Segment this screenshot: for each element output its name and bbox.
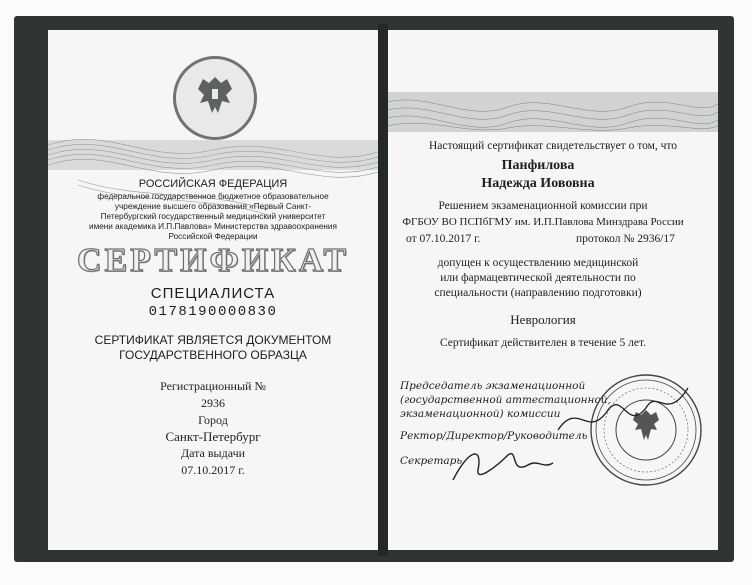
holder-name: Надежда Иововна bbox=[481, 176, 595, 191]
decision-date: от 07.10.2017 г. bbox=[406, 233, 481, 245]
org-line-4: имени академика И.П.Павлова» Министерства здравоохранения bbox=[89, 222, 337, 231]
certificate-number: 0178190000830 bbox=[148, 304, 278, 320]
specialty: Неврология bbox=[510, 312, 576, 327]
admitted-line-2: или фармацевтической деятельности по bbox=[440, 272, 636, 284]
chair-line-1: Председатель экзаменационной bbox=[400, 380, 586, 392]
admitted-line-3: специальности (направлению подготовки) bbox=[434, 287, 642, 299]
reg-label: Регистрационный № bbox=[160, 379, 266, 393]
issuing-org: ФГБОУ ВО ПСПбГМУ им. И.П.Павлова Минздрава России bbox=[402, 216, 684, 228]
org-line-1: федеральное государственное бюджетное образовательное bbox=[97, 192, 329, 201]
decision-text: Решением экзаменационной комиссии при bbox=[438, 200, 648, 212]
city-label: Город bbox=[198, 413, 228, 427]
admitted-line-1: допущен к осуществлению медицинской bbox=[437, 257, 639, 269]
protocol-number: протокол № 2936/17 bbox=[576, 233, 675, 245]
validity-text: Сертификат действителен в течение 5 лет. bbox=[439, 337, 647, 349]
date-value: 07.10.2017 г. bbox=[181, 463, 245, 477]
reg-value: 2936 bbox=[201, 396, 225, 410]
secretary-signature bbox=[448, 435, 558, 495]
cover-spine bbox=[378, 24, 388, 556]
city-value: Санкт-Петербург bbox=[165, 429, 261, 444]
org-line-5: Российской Федерации bbox=[168, 232, 258, 241]
status-line-1: СЕРТИФИКАТ ЯВЛЯЕТСЯ ДОКУМЕНТОМ bbox=[94, 333, 332, 347]
chair-line-3: экзаменационной) комиссии bbox=[400, 408, 561, 420]
eagle-emblem-icon bbox=[176, 59, 254, 137]
date-label: Дата выдачи bbox=[180, 446, 246, 460]
intro-text: Настоящий сертификат свидетельствует о том, что bbox=[428, 140, 678, 152]
emblem-seal bbox=[173, 56, 257, 140]
country-heading: РОССИЙСКАЯ ФЕДЕРАЦИЯ bbox=[138, 178, 288, 190]
chair-signature bbox=[548, 380, 698, 450]
holder-surname: Панфилова bbox=[501, 158, 575, 173]
certificate-subtitle: СПЕЦИАЛИСТА bbox=[150, 285, 276, 302]
guilloche-band bbox=[388, 82, 718, 142]
status-line-2: ГОСУДАРСТВЕННОГО ОБРАЗЦА bbox=[119, 348, 307, 362]
org-line-3: Петербургский государственный медицинский университет bbox=[100, 212, 326, 221]
certificate-title: СЕРТИФИКАТ bbox=[76, 242, 350, 279]
secretary-label: Секретарь bbox=[400, 455, 463, 467]
left-page bbox=[48, 30, 378, 550]
rector-label: Ректор/Директор/Руководитель bbox=[400, 430, 588, 442]
org-line-2: учреждение высшего образования «Первый Санкт- bbox=[114, 202, 312, 211]
chair-line-2: (государственной аттестационной, bbox=[400, 394, 611, 406]
right-page bbox=[388, 30, 718, 550]
